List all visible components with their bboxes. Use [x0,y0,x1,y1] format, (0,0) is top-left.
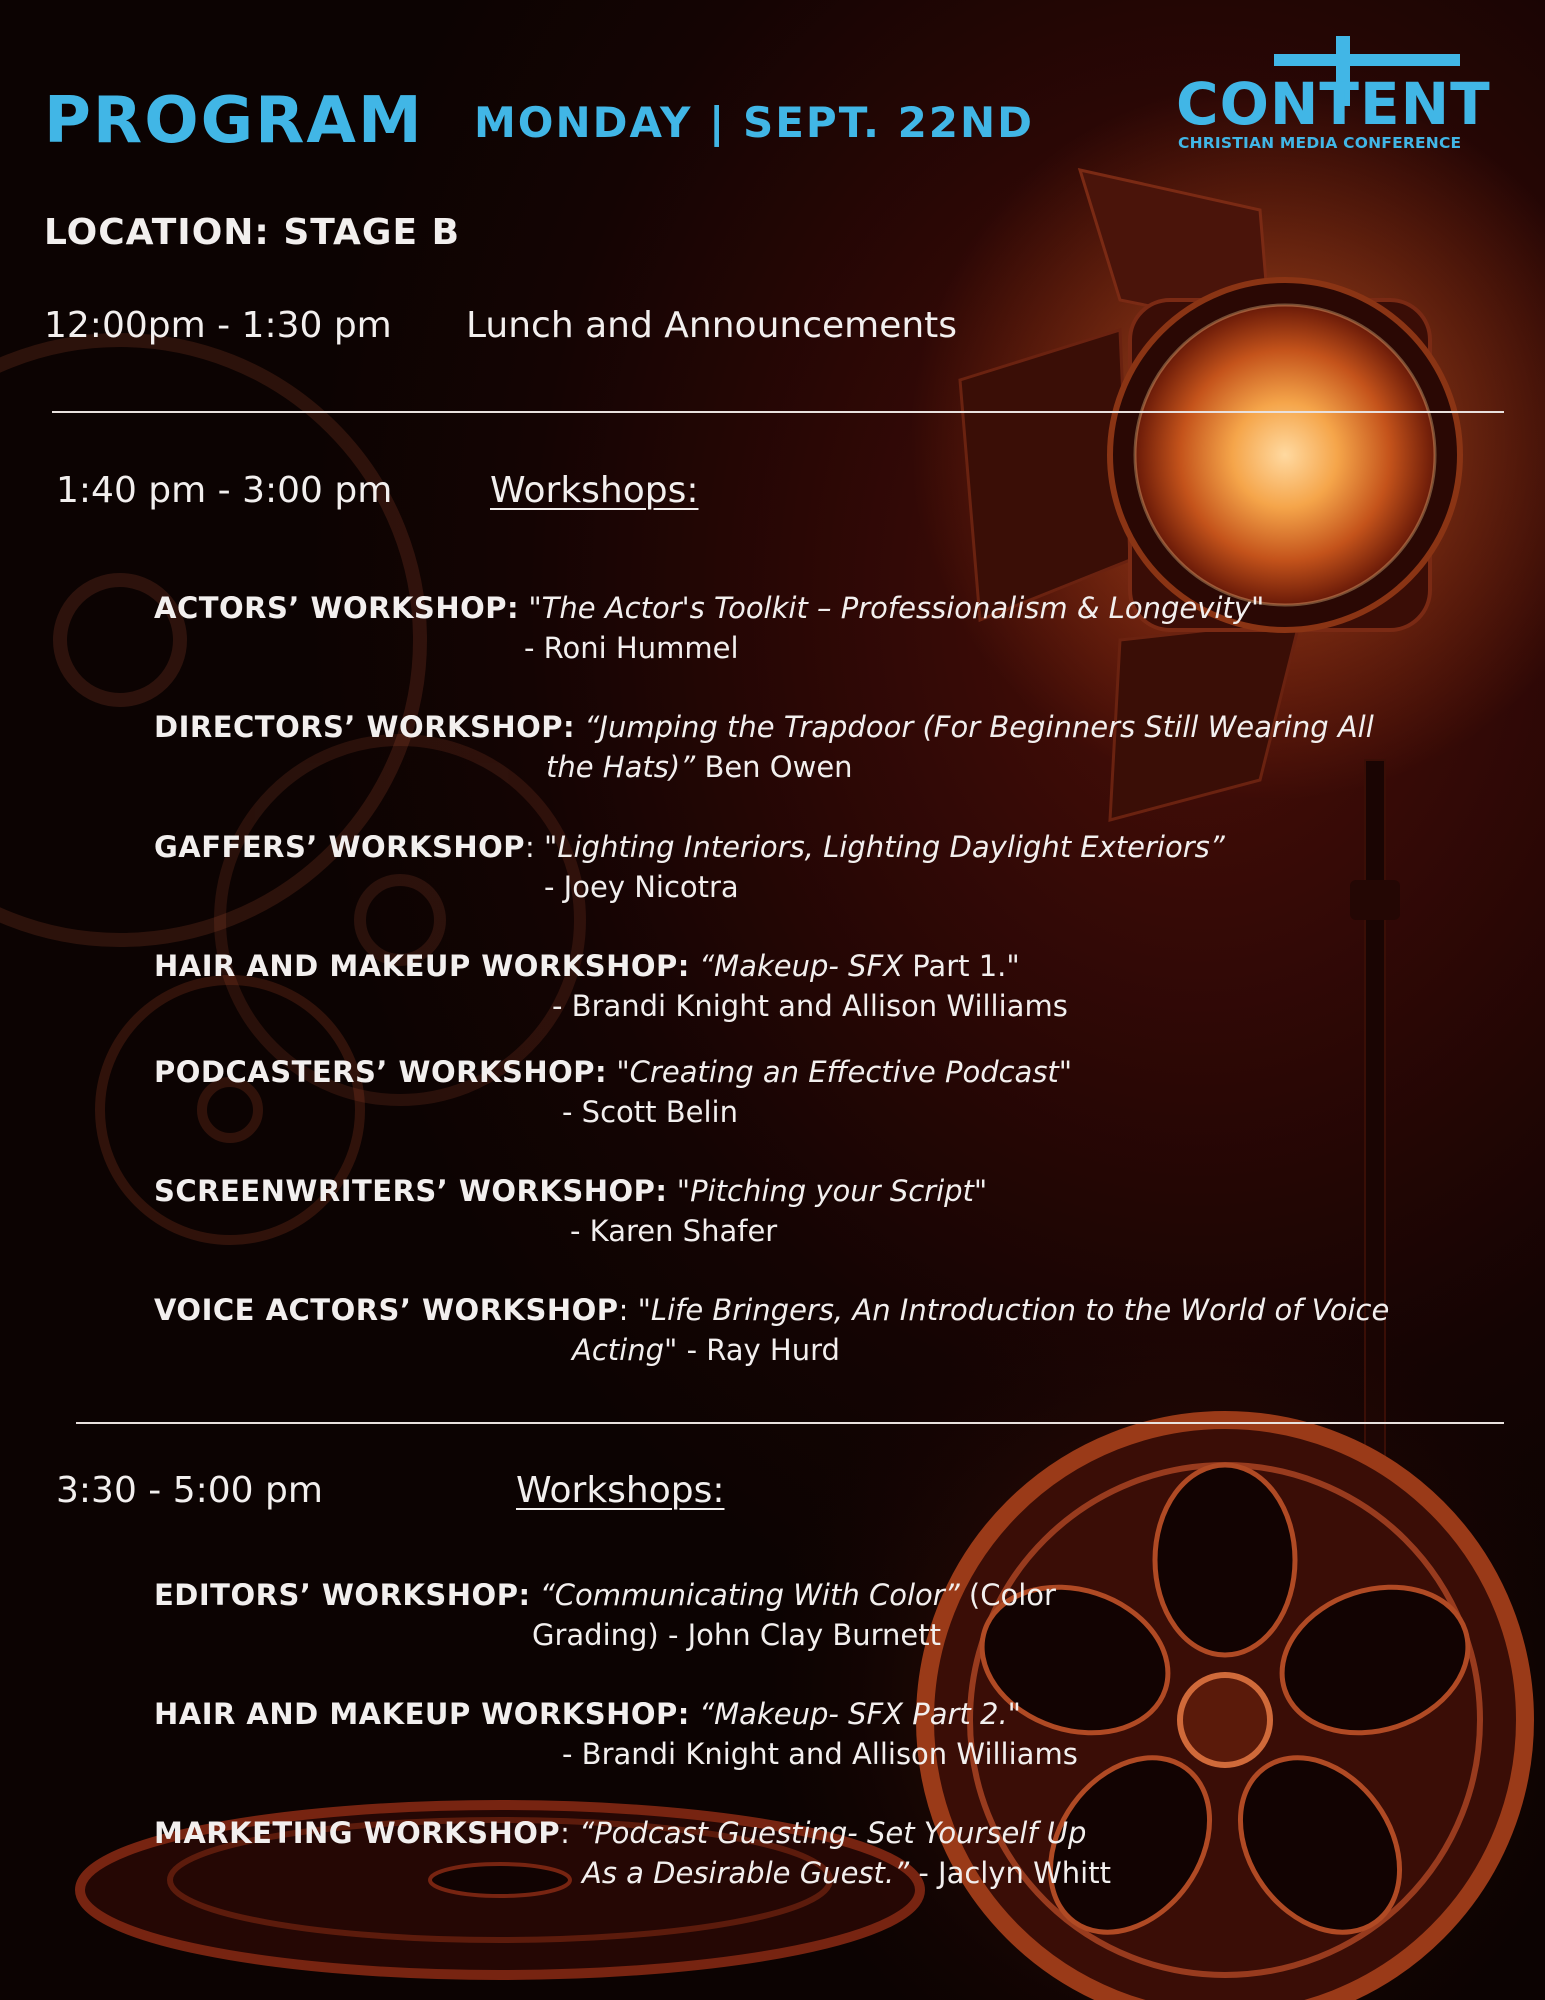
conference-logo [1176,36,1506,156]
session1-time: 1:40 pm - 3:00 pm [56,470,393,511]
divider [76,1422,1504,1424]
logo-subtitle: CHRISTIAN MEDIA CONFERENCE [1178,134,1462,152]
session1-label: Workshops: [490,470,699,511]
session2-label: Workshops: [516,1470,725,1511]
workshop-item: GAFFERS’ WORKSHOP: "Lighting Interiors, Lighting Daylight Exteriors” - Joey Nicotra [154,830,1225,904]
workshop-item: DIRECTORS’ WORKSHOP: “Jumping the Trapdoor (For Beginners Still Wearing All the Hats)” Ben Owen [154,710,1374,784]
workshop-item: ACTORS’ WORKSHOP: "The Actor's Toolkit – Professionalism & Longevity" - Roni Hummel [154,591,1265,665]
workshop-item: VOICE ACTORS’ WORKSHOP: "Life Bringers, An Introduction to the World of Voice Acting" - Ray Hurd [154,1293,1390,1367]
workshop-item: HAIR AND MAKEUP WORKSHOP: “Makeup- SFX Part 1." - Brandi Knight and Allison Williams [154,949,1068,1023]
workshop-item: EDITORS’ WORKSHOP: “Communicating With Color” (Color Grading) - John Clay Burnett [154,1578,1056,1652]
session2-time: 3:30 - 5:00 pm [56,1470,323,1511]
page-title: PROGRAM [44,84,424,158]
divider [52,411,1504,413]
logo-wordmark: CONTENT [1176,70,1491,138]
workshop-item: MARKETING WORKSHOP: “Podcast Guesting- Set Yourself Up As a Desirable Guest.” - Jaclyn Whitt [154,1816,1111,1890]
workshop-item: HAIR AND MAKEUP WORKSHOP: “Makeup- SFX Part 2." - Brandi Knight and Allison Williams [154,1697,1078,1771]
event-date: MONDAY | SEPT. 22ND [474,98,1035,147]
workshop-item: PODCASTERS’ WORKSHOP: "Creating an Effective Podcast" - Scott Belin [154,1055,1073,1129]
workshop-item: SCREENWRITERS’ WORKSHOP: "Pitching your Script" - Karen Shafer [154,1174,988,1248]
lunch-time: 12:00pm - 1:30 pm [44,305,392,346]
location-label: LOCATION: STAGE B [44,212,461,253]
lunch-label: Lunch and Announcements [466,305,958,346]
